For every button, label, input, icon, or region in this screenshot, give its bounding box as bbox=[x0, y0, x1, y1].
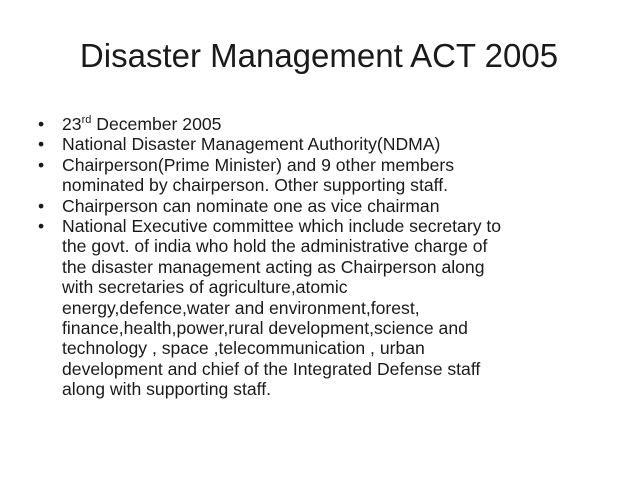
bullet-text-line: nominated by chairperson. Other supporting staff. bbox=[62, 175, 448, 196]
bullet-text-line: Chairperson can nominate one as vice chairman bbox=[62, 195, 440, 216]
bullet-text-line: along with supporting staff. bbox=[62, 379, 271, 400]
date-rest: December 2005 bbox=[91, 114, 222, 134]
bullet-icon: • bbox=[38, 134, 45, 155]
bullet-item-date bbox=[38, 114, 608, 134]
bullet-text-line: Chairperson(Prime Minister) and 9 other members bbox=[62, 154, 455, 175]
bullet-item-chairperson bbox=[38, 155, 608, 196]
bullet-item-executive-committee bbox=[38, 216, 608, 400]
bullet-text-line: finance,health,power,rural development,science and bbox=[62, 318, 468, 339]
date-day: 23 bbox=[62, 114, 82, 134]
bullet-icon: • bbox=[38, 195, 45, 216]
bullet-icon: • bbox=[38, 114, 45, 134]
bullet-text-line: the disaster management acting as Chairperson along bbox=[62, 256, 485, 277]
bullet-item-ndma bbox=[38, 134, 608, 154]
bullet-icon: • bbox=[38, 216, 45, 237]
bullet-text-line: with secretaries of agriculture,atomic bbox=[62, 277, 348, 298]
bullet-list bbox=[38, 114, 608, 400]
bullet-text-line: energy,defence,water and environment,forest, bbox=[62, 297, 420, 318]
bullet-text-date bbox=[62, 114, 608, 134]
bullet-text-line: National Disaster Management Authority(NDMA) bbox=[62, 134, 441, 155]
bullet-text-line: the govt. of india who hold the administrative charge of bbox=[62, 236, 488, 257]
bullet-item-vice-chairman bbox=[38, 196, 608, 216]
date-suffix: rd bbox=[81, 114, 92, 127]
slide-title: Disaster Management ACT 2005 bbox=[79, 37, 559, 74]
bullet-text-line: development and chief of the Integrated Defense staff bbox=[62, 358, 481, 379]
bullet-icon: • bbox=[38, 154, 45, 175]
bullet-text-line: National Executive committee which include secretary to bbox=[62, 216, 502, 237]
bullet-text-line: technology , space ,telecommunication , urban bbox=[62, 338, 425, 359]
